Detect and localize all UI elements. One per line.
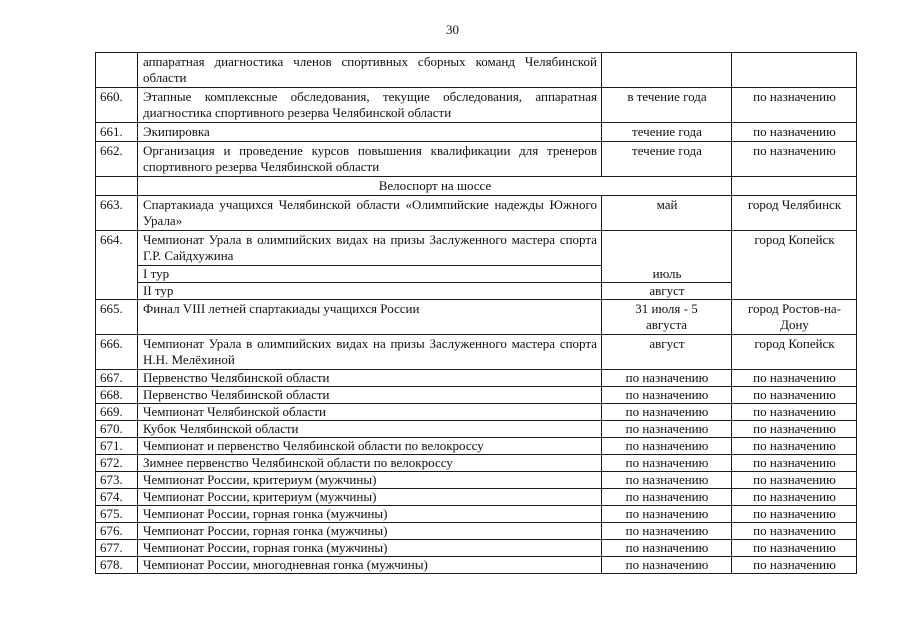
row-number: 673. bbox=[96, 472, 138, 489]
row-number: 674. bbox=[96, 489, 138, 506]
tour-date: август bbox=[602, 283, 732, 300]
event-place: по назначению bbox=[732, 142, 857, 177]
event-name: Чемпионат России, критериум (мужчины) bbox=[138, 489, 602, 506]
event-place bbox=[732, 53, 857, 88]
event-place: по назначению bbox=[732, 472, 857, 489]
event-place: город Ростов-на-Дону bbox=[732, 300, 857, 335]
row-number: 660. bbox=[96, 88, 138, 123]
event-date: по назначению bbox=[602, 489, 732, 506]
row-number: 667. bbox=[96, 370, 138, 387]
event-date bbox=[602, 231, 732, 266]
event-name: Зимнее первенство Челябинской области по велокроссу bbox=[138, 455, 602, 472]
event-date: май bbox=[602, 196, 732, 231]
row-number: 661. bbox=[96, 123, 138, 142]
event-place: по назначению bbox=[732, 370, 857, 387]
row-number: 678. bbox=[96, 557, 138, 574]
row-number: 671. bbox=[96, 438, 138, 455]
section-title: Велоспорт на шоссе bbox=[138, 177, 732, 196]
section-place-cell bbox=[732, 177, 857, 196]
event-place: город Копейск bbox=[732, 335, 857, 370]
row-number: 665. bbox=[96, 300, 138, 335]
event-place: по назначению bbox=[732, 404, 857, 421]
event-name: Этапные комплексные обследования, текущие обследования, аппаратная диагностика спортивного резерва Челябинской области bbox=[138, 88, 602, 123]
event-name: Спартакиада учащихся Челябинской области «Олимпийские надежды Южного Урала» bbox=[138, 196, 602, 231]
event-name: Чемпионат и первенство Челябинской области по велокроссу bbox=[138, 438, 602, 455]
row-number: 675. bbox=[96, 506, 138, 523]
tour-date: июль bbox=[602, 266, 732, 283]
tour-name: II тур bbox=[138, 283, 602, 300]
event-name: Первенство Челябинской области bbox=[138, 370, 602, 387]
table-row bbox=[96, 455, 857, 472]
event-place: по назначению bbox=[732, 506, 857, 523]
row-number: 664. bbox=[96, 231, 138, 300]
event-date: 31 июля - 5 августа bbox=[602, 300, 732, 335]
event-date: по назначению bbox=[602, 421, 732, 438]
table-row bbox=[96, 231, 857, 266]
table-row bbox=[96, 123, 857, 142]
row-number: 669. bbox=[96, 404, 138, 421]
section-row bbox=[96, 177, 857, 196]
row-number: 668. bbox=[96, 387, 138, 404]
section-number-cell bbox=[96, 177, 138, 196]
table-row bbox=[96, 557, 857, 574]
event-name: Чемпионат России, многодневная гонка (мужчины) bbox=[138, 557, 602, 574]
event-place: по назначению bbox=[732, 557, 857, 574]
row-number: 670. bbox=[96, 421, 138, 438]
table-row bbox=[96, 370, 857, 387]
event-name: Финал VIII летней спартакиады учащихся России bbox=[138, 300, 602, 335]
event-date: по назначению bbox=[602, 557, 732, 574]
row-number: 663. bbox=[96, 196, 138, 231]
row-number: 677. bbox=[96, 540, 138, 557]
event-place: по назначению bbox=[732, 123, 857, 142]
row-number: 662. bbox=[96, 142, 138, 177]
event-date: по назначению bbox=[602, 540, 732, 557]
event-date: по назначению bbox=[602, 404, 732, 421]
event-name: Кубок Челябинской области bbox=[138, 421, 602, 438]
event-name: Чемпионат Челябинской области bbox=[138, 404, 602, 421]
event-name: Чемпионат России, горная гонка (мужчины) bbox=[138, 506, 602, 523]
row-number: 666. bbox=[96, 335, 138, 370]
event-date: по назначению bbox=[602, 370, 732, 387]
row-number bbox=[96, 53, 138, 88]
table-row bbox=[96, 540, 857, 557]
event-date: по назначению bbox=[602, 455, 732, 472]
event-name: Первенство Челябинской области bbox=[138, 387, 602, 404]
event-date: течение года bbox=[602, 123, 732, 142]
tour-name: I тур bbox=[138, 266, 602, 283]
event-name: Экипировка bbox=[138, 123, 602, 142]
table-row bbox=[96, 142, 857, 177]
table-row bbox=[96, 421, 857, 438]
event-place: город Челябинск bbox=[732, 196, 857, 231]
event-place: по назначению bbox=[732, 421, 857, 438]
events-table bbox=[95, 52, 857, 574]
table-row bbox=[96, 53, 857, 88]
table-row bbox=[96, 489, 857, 506]
event-place: по назначению bbox=[732, 387, 857, 404]
table-row bbox=[96, 472, 857, 489]
table-row bbox=[96, 387, 857, 404]
event-name: Организация и проведение курсов повышения квалификации для тренеров спортивного резерва Челябинской области bbox=[138, 142, 602, 177]
event-date: в течение года bbox=[602, 88, 732, 123]
event-place: по назначению bbox=[732, 540, 857, 557]
row-number: 676. bbox=[96, 523, 138, 540]
event-name: Чемпионат России, критериум (мужчины) bbox=[138, 472, 602, 489]
event-name: Чемпионат Урала в олимпийских видах на призы Заслуженного мастера спорта Г.Р. Сайдхужина bbox=[138, 231, 602, 266]
event-place: по назначению bbox=[732, 523, 857, 540]
event-date: по назначению bbox=[602, 506, 732, 523]
event-date: август bbox=[602, 335, 732, 370]
table-row bbox=[96, 404, 857, 421]
event-date: течение года bbox=[602, 142, 732, 177]
event-name: Чемпионат России, горная гонка (мужчины) bbox=[138, 540, 602, 557]
event-date: по назначению bbox=[602, 387, 732, 404]
event-place: по назначению bbox=[732, 455, 857, 472]
table-row bbox=[96, 438, 857, 455]
table-row bbox=[96, 300, 857, 335]
event-place: город Копейск bbox=[732, 231, 857, 300]
event-date: по назначению bbox=[602, 438, 732, 455]
event-place: по назначению bbox=[732, 88, 857, 123]
event-name: Чемпионат России, горная гонка (мужчины) bbox=[138, 523, 602, 540]
table-row bbox=[96, 196, 857, 231]
event-place: по назначению bbox=[732, 438, 857, 455]
table-row bbox=[96, 506, 857, 523]
event-name: Чемпионат Урала в олимпийских видах на призы Заслуженного мастера спорта Н.Н. Мелёхиной bbox=[138, 335, 602, 370]
event-place: по назначению bbox=[732, 489, 857, 506]
table-row bbox=[96, 335, 857, 370]
event-date bbox=[602, 53, 732, 88]
table-row bbox=[96, 88, 857, 123]
event-name: аппаратная диагностика членов спортивных сборных команд Челябинской области bbox=[138, 53, 602, 88]
page-number: 30 bbox=[446, 22, 459, 37]
event-date: по назначению bbox=[602, 472, 732, 489]
event-date: по назначению bbox=[602, 523, 732, 540]
row-number: 672. bbox=[96, 455, 138, 472]
table-row bbox=[96, 523, 857, 540]
